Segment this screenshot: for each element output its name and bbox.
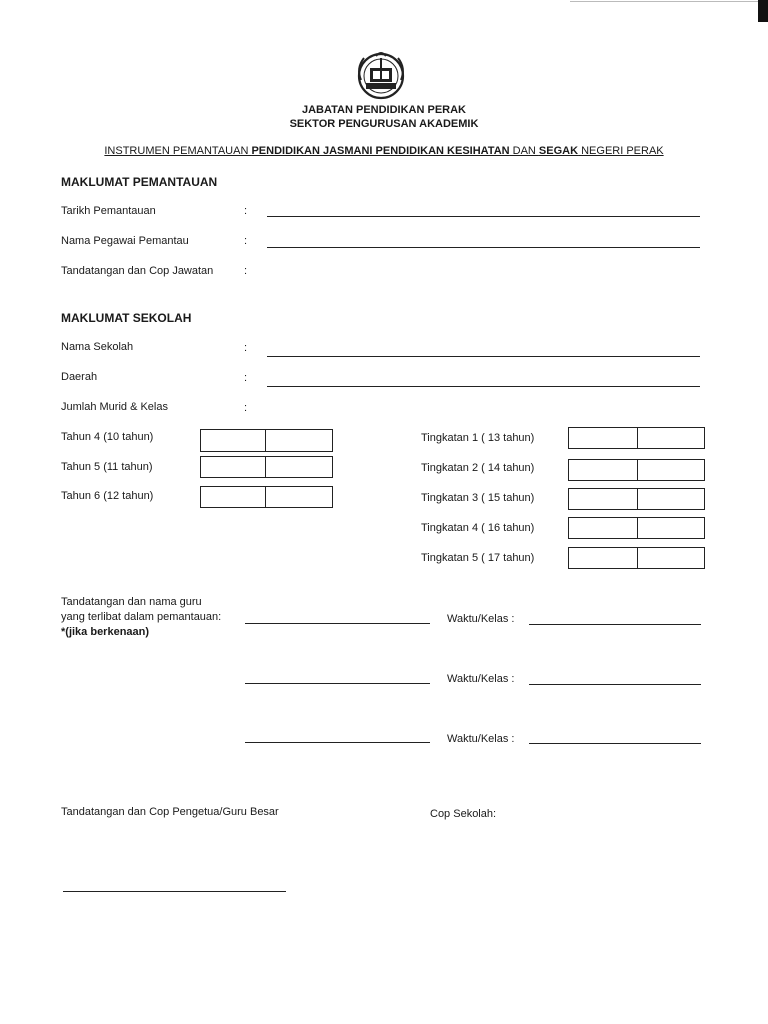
- section-heading-sekolah: MAKLUMAT SEKOLAH: [61, 311, 192, 325]
- section-heading-pemantauan: MAKLUMAT PEMANTAUAN: [61, 175, 218, 189]
- tahun-4-label: Tahun 4 (10 tahun): [61, 431, 154, 443]
- pegawai-label: Nama Pegawai Pemantau: [61, 235, 189, 247]
- waktu-label-2: Waktu/Kelas :: [447, 673, 515, 685]
- tarikh-field[interactable]: [267, 216, 700, 217]
- scan-edge-line: [570, 1, 760, 2]
- guru-field-3[interactable]: [245, 742, 430, 743]
- waktu-field-1[interactable]: [529, 624, 701, 625]
- guru-field-2[interactable]: [245, 683, 430, 684]
- tingkatan-4-box[interactable]: [568, 517, 705, 539]
- tingkatan-1-label: Tingkatan 1 ( 13 tahun): [421, 432, 535, 444]
- colon: :: [244, 235, 248, 247]
- waktu-label-1: Waktu/Kelas :: [447, 613, 515, 625]
- tandatangan-label: Tandatangan dan Cop Jawatan: [61, 265, 214, 277]
- colon: :: [244, 372, 248, 384]
- nama-sekolah-field[interactable]: [267, 356, 700, 357]
- tingkatan-2-label: Tingkatan 2 ( 14 tahun): [421, 462, 535, 474]
- nama-sekolah-label: Nama Sekolah: [61, 341, 134, 353]
- jumlah-label: Jumlah Murid & Kelas: [61, 401, 168, 413]
- tahun-4-box[interactable]: [200, 429, 333, 452]
- tahun-5-box[interactable]: [200, 456, 333, 478]
- daerah-label: Daerah: [61, 371, 98, 383]
- colon: :: [244, 205, 248, 217]
- pengetua-label: Tandatangan dan Cop Pengetua/Guru Besar: [61, 806, 279, 818]
- tahun-5-label: Tahun 5 (11 tahun): [61, 461, 153, 473]
- waktu-field-3[interactable]: [529, 743, 701, 744]
- tarikh-label: Tarikh Pemantauan: [61, 205, 156, 217]
- pegawai-field[interactable]: [267, 247, 700, 248]
- title-part: NEGERI PERAK: [578, 145, 664, 157]
- tingkatan-3-box[interactable]: [568, 488, 705, 510]
- state-crest-icon: [352, 48, 410, 104]
- tingkatan-3-label: Tingkatan 3 ( 15 tahun): [421, 492, 535, 504]
- sector-name: SEKTOR PENGURUSAN AKADEMIK: [289, 118, 479, 130]
- guru-label-1: Tandatangan dan nama guru: [61, 596, 202, 608]
- tingkatan-4-label: Tingkatan 4 ( 16 tahun): [421, 522, 535, 534]
- title-part: PENDIDIKAN JASMANI PENDIDIKAN KESIHATAN: [251, 145, 510, 157]
- colon: :: [244, 342, 248, 354]
- document-title: [0, 145, 768, 157]
- tingkatan-5-box[interactable]: [568, 547, 705, 569]
- scan-corner-mark: [758, 0, 768, 22]
- cop-sekolah-label: Cop Sekolah:: [430, 808, 497, 820]
- guru-label-2: yang terlibat dalam pemantauan:: [61, 611, 222, 623]
- title-part: SEGAK: [538, 145, 579, 157]
- tahun-6-box[interactable]: [200, 486, 333, 508]
- waktu-field-2[interactable]: [529, 684, 701, 685]
- colon: :: [244, 265, 248, 277]
- title-part: INSTRUMEN PEMANTAUAN: [104, 145, 252, 157]
- title-part: DAN: [509, 145, 539, 157]
- guru-field-1[interactable]: [245, 623, 430, 624]
- daerah-field[interactable]: [267, 386, 700, 387]
- tingkatan-5-label: Tingkatan 5 ( 17 tahun): [421, 552, 535, 564]
- tingkatan-1-box[interactable]: [568, 427, 705, 449]
- pengetua-signature-field[interactable]: [63, 891, 286, 892]
- tingkatan-2-box[interactable]: [568, 459, 705, 481]
- department-name: JABATAN PENDIDIKAN PERAK: [302, 104, 466, 116]
- colon: :: [244, 402, 248, 414]
- guru-note: *(jika berkenaan): [61, 626, 150, 638]
- tahun-6-label: Tahun 6 (12 tahun): [61, 490, 154, 502]
- waktu-label-3: Waktu/Kelas :: [447, 733, 515, 745]
